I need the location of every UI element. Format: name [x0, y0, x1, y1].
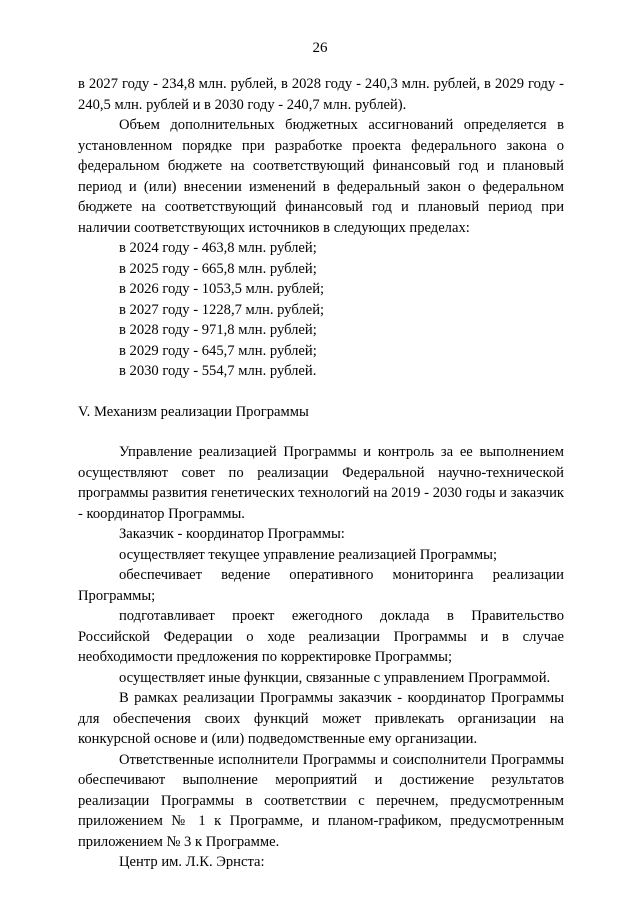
year-amount-item: в 2029 году - 645,7 млн. рублей; — [119, 342, 317, 359]
customer-duty-item: осуществляет иные функции, связанные с управлением Программой. — [119, 669, 551, 686]
year-amount-item: в 2028 году - 971,8 млн. рублей; — [119, 322, 317, 338]
page-number: 26 — [312, 40, 328, 56]
year-amount-item: в 2024 году - 463,8 млн. рублей; — [119, 240, 317, 256]
intro-paragraph: в 2027 году - 234,8 млн. рублей, в 2028 году - 240,3 млн. рублей, в 2029 году - 240,5 млн. рублей и в 2030 году - 240,7 млн. рублей). — [78, 76, 564, 113]
year-amount-item: в 2027 году - 1228,7 млн. рублей; — [119, 301, 325, 318]
executors-paragraph: Ответственные исполнители Программы и соисполнители Программы обеспечивают выполнение мероприятий и достижение результатов реализации Программы в соответствии с перечнем, предусмотренным приложением № 1 к Программе, и планом-графиком, предусмотренным приложением № 3 к Программе. — [78, 751, 564, 850]
customer-duty-item: осуществляет текущее управление реализацией Программы; — [119, 546, 498, 563]
management-paragraph: Управление реализацией Программы и контроль за ее выполнением осуществляют совет по реализации Федеральной научно-технической программы развития генетических технологий на 2019 - 2030 годы и заказчик - координатор Программы. — [78, 444, 564, 522]
customer-duty-item: обеспечивает ведение оперативного мониторинга реализации Программы; — [78, 567, 564, 604]
customer-duties-list — [78, 545, 564, 689]
year-amount-item: в 2030 году - 554,7 млн. рублей. — [119, 363, 317, 379]
year-amount-item: в 2026 году - 1053,5 млн. рублей; — [119, 281, 325, 297]
customer-intro: Заказчик - координатор Программы: — [119, 526, 345, 542]
attraction-paragraph: В рамках реализации Программы заказчик - координатор Программы для обеспечения своих функций может привлекать организации на конкурсной основе и (или) подведомственные ему организации. — [78, 690, 564, 747]
volume-paragraph: Объем дополнительных бюджетных ассигнований определяется в установленном порядке при разработке проекта федерального закона о федеральном бюджете на соответствующий финансовый год и плановый период и (или) внесении изменений в федеральный закон о федеральном бюджете на соответствующий финансовый год и плановый период при наличии соответствующих источников в следующих пределах: — [78, 117, 564, 236]
center-line: Центр им. Л.К. Эрнста: — [119, 854, 265, 870]
page-body — [78, 74, 564, 873]
section-heading: V. Механизм реализации Программы — [78, 403, 309, 420]
year-amounts-list — [78, 238, 564, 382]
customer-duty-item: подготавливает проект ежегодного доклада в Правительство Российской Федерации о ходе реализации Программы и в случае необходимости предложения по корректировке Программы; — [78, 608, 564, 665]
year-amount-item: в 2025 году - 665,8 млн. рублей; — [119, 260, 317, 277]
